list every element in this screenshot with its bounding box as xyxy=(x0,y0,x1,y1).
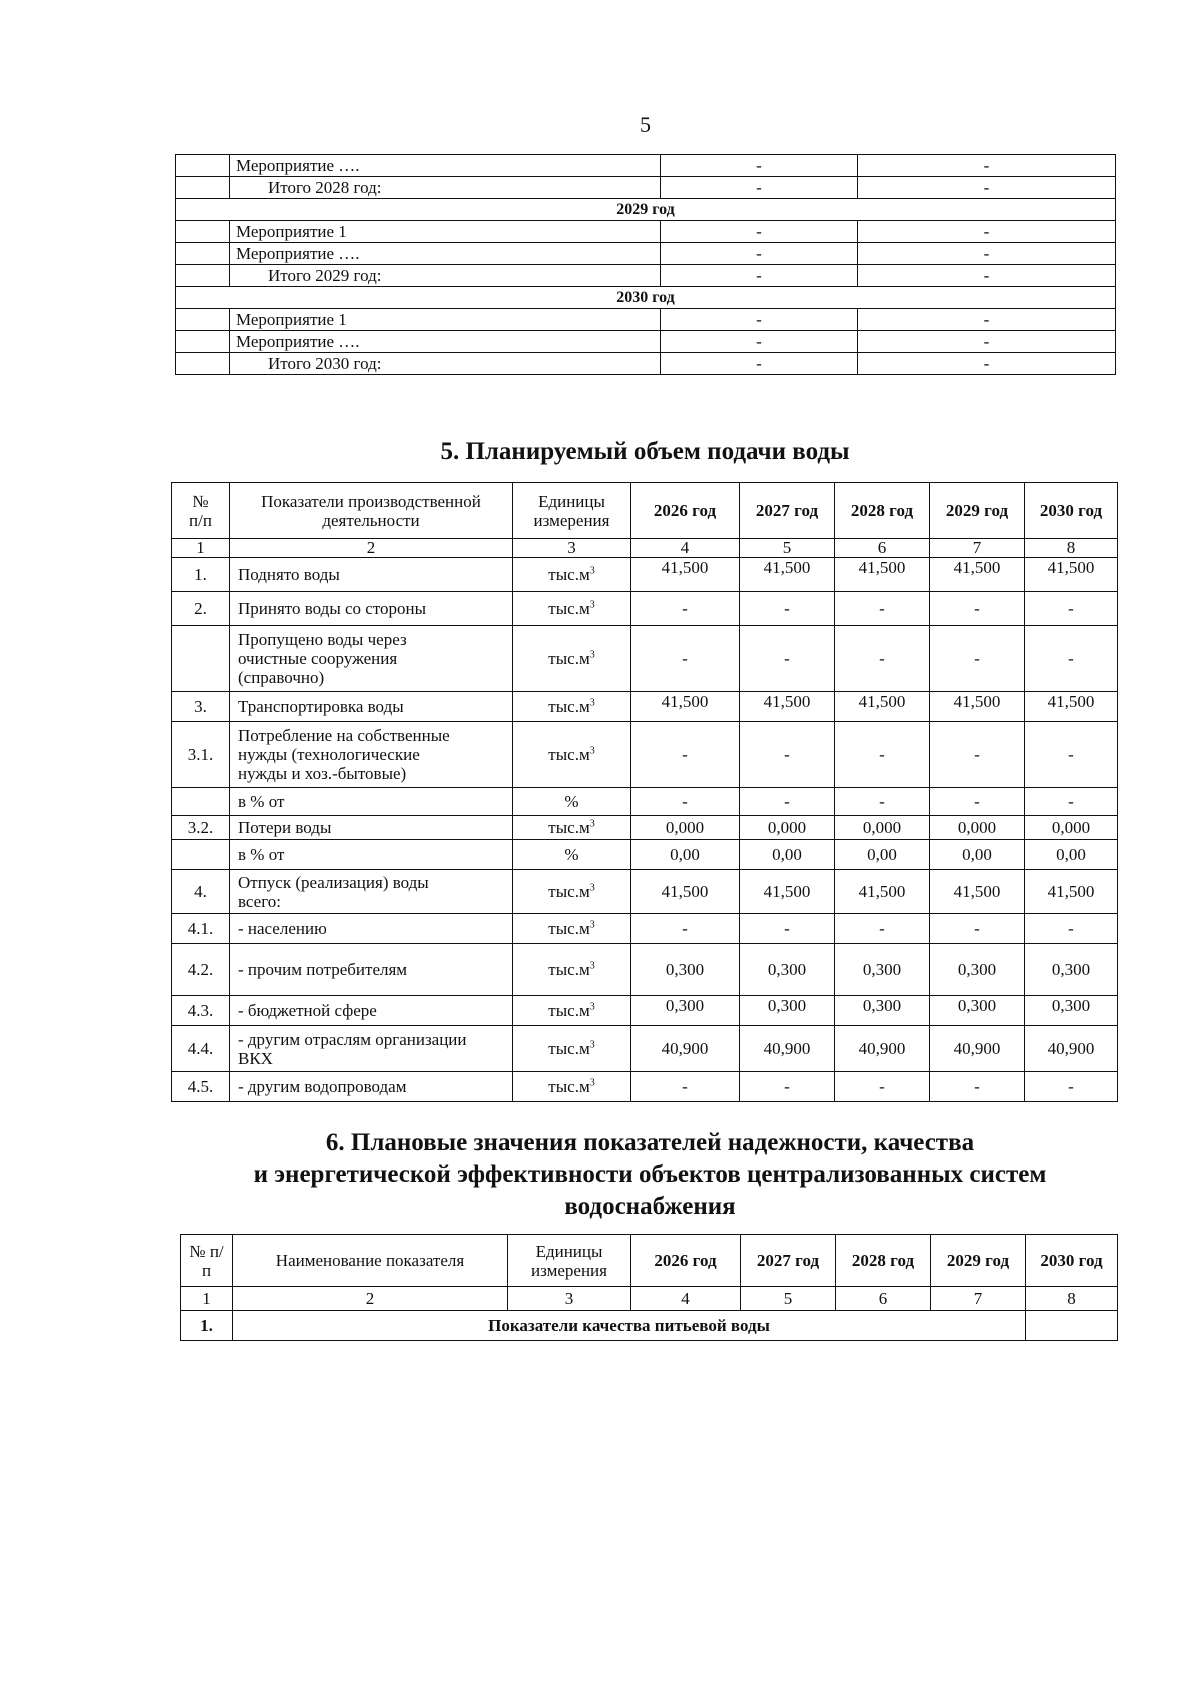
value-cell: - xyxy=(930,592,1025,626)
header-num: № п/п xyxy=(172,483,230,539)
value-cell: 0,000 xyxy=(631,816,740,840)
indicator-label-line: Поднято воды xyxy=(238,565,340,584)
event-value: - xyxy=(661,353,858,375)
table-row xyxy=(172,722,1118,788)
unit-text: тыс.м xyxy=(548,960,590,979)
total-label: Итого 2030 год: xyxy=(230,353,661,375)
row-num xyxy=(172,840,230,870)
value-cell: 41,500 xyxy=(930,558,1025,592)
value-cell: 41,500 xyxy=(631,870,740,914)
row-num: 4.3. xyxy=(172,996,230,1026)
header-year: 2028 год xyxy=(836,1235,931,1287)
event-value: - xyxy=(858,353,1116,375)
table-row xyxy=(176,353,1116,375)
value-cell: 41,500 xyxy=(740,870,835,914)
column-number: 1 xyxy=(172,539,230,558)
value-cell: - xyxy=(1025,626,1118,692)
header-units: Единицы измерения xyxy=(513,483,631,539)
table-row xyxy=(172,996,1118,1026)
value-cell: - xyxy=(835,914,930,944)
value-cell: 41,500 xyxy=(631,558,740,592)
row-num: 3.2. xyxy=(172,816,230,840)
value-cell: - xyxy=(631,788,740,816)
unit-text: тыс.м xyxy=(548,649,590,668)
indicator-label-line: всего: xyxy=(238,891,281,911)
event-value: - xyxy=(661,309,858,331)
value-cell: - xyxy=(740,914,835,944)
event-label: Мероприятие 1 xyxy=(230,221,661,243)
value-cell: - xyxy=(835,626,930,692)
value-cell: 41,500 xyxy=(740,692,835,722)
column-number: 8 xyxy=(1026,1287,1118,1311)
value-cell: 0,300 xyxy=(1025,944,1118,996)
table-row xyxy=(176,309,1116,331)
value-cell: - xyxy=(930,722,1025,788)
unit-text: тыс.м xyxy=(548,599,590,618)
value-cell: 0,000 xyxy=(740,816,835,840)
value-cell: - xyxy=(740,592,835,626)
water-supply-table xyxy=(171,482,1118,1102)
value-cell: 41,500 xyxy=(1025,558,1118,592)
table-row xyxy=(172,816,1118,840)
indicator-label xyxy=(230,840,513,870)
indicator-label-line: - другим водопроводам xyxy=(238,1077,407,1096)
row-num xyxy=(172,626,230,692)
indicator-label-line: Транспортировка воды xyxy=(238,697,404,716)
table-row xyxy=(172,592,1118,626)
unit-text: тыс.м xyxy=(548,1077,590,1096)
value-cell: 41,500 xyxy=(835,692,930,722)
unit-exponent: 3 xyxy=(589,960,595,972)
column-number: 6 xyxy=(835,539,930,558)
unit-cell xyxy=(513,944,631,996)
unit-cell xyxy=(513,626,631,692)
year-label: 2029 год xyxy=(176,199,1116,221)
value-cell: 40,900 xyxy=(631,1026,740,1072)
value-cell: - xyxy=(835,788,930,816)
row-num: 4.1. xyxy=(172,914,230,944)
unit-text: тыс.м xyxy=(548,919,590,938)
table-row xyxy=(176,243,1116,265)
unit-exponent: 3 xyxy=(589,882,595,894)
indicator-label xyxy=(230,816,513,840)
indicator-label-line: Пропущено воды через xyxy=(238,630,407,649)
unit-text: тыс.м xyxy=(548,565,590,584)
event-label: Мероприятие …. xyxy=(230,155,661,177)
header-units: Единицы измерения xyxy=(508,1235,631,1287)
indicator-label-line: нужды (технологические xyxy=(238,745,420,764)
value-cell: 0,300 xyxy=(631,944,740,996)
value-cell: 0,000 xyxy=(835,816,930,840)
value-cell: 0,000 xyxy=(1025,816,1118,840)
event-value: - xyxy=(858,221,1116,243)
section-5-title: 5. Планируемый объем подачи воды xyxy=(440,438,850,465)
value-cell: 0,00 xyxy=(930,840,1025,870)
unit-text: % xyxy=(564,792,579,811)
value-cell: 0,000 xyxy=(930,816,1025,840)
unit-exponent: 3 xyxy=(589,745,595,757)
event-value: - xyxy=(858,331,1116,353)
value-cell: 0,00 xyxy=(740,840,835,870)
value-cell: 41,500 xyxy=(930,870,1025,914)
unit-text: % xyxy=(564,845,579,864)
table-row xyxy=(176,331,1116,353)
header-indicator: Наименование показателя xyxy=(233,1235,508,1287)
unit-text: тыс.м xyxy=(548,745,590,764)
event-label: Мероприятие …. xyxy=(230,331,661,353)
indicator-label-line: - бюджетной сфере xyxy=(238,1001,377,1020)
indicator-label xyxy=(230,1072,513,1102)
header-year: 2027 год xyxy=(741,1235,836,1287)
indicator-label-line: - населению xyxy=(238,919,327,938)
unit-exponent: 3 xyxy=(589,565,595,577)
unit-cell xyxy=(513,1072,631,1102)
indicator-label xyxy=(230,592,513,626)
column-number: 5 xyxy=(740,539,835,558)
column-number-row xyxy=(181,1287,1118,1311)
event-value: - xyxy=(661,331,858,353)
unit-exponent: 3 xyxy=(589,697,595,709)
value-cell: 41,500 xyxy=(835,558,930,592)
row-num: 4. xyxy=(172,870,230,914)
indicator-label-line: нужды и хоз.-бытовые) xyxy=(238,764,407,783)
value-cell: 0,300 xyxy=(631,996,740,1026)
value-cell: - xyxy=(631,914,740,944)
value-cell: - xyxy=(1025,1072,1118,1102)
value-cell: 40,900 xyxy=(1025,1026,1118,1072)
value-cell: - xyxy=(835,1072,930,1102)
column-number-row xyxy=(172,539,1118,558)
table-header-row xyxy=(181,1235,1118,1287)
unit-exponent: 3 xyxy=(589,1001,595,1013)
indicator-label-line: в % от xyxy=(238,792,285,811)
table-row xyxy=(172,944,1118,996)
column-number: 2 xyxy=(233,1287,508,1311)
event-value: - xyxy=(858,177,1116,199)
section-6-title-line: водоснабжения xyxy=(564,1193,736,1220)
row-num: 2. xyxy=(172,592,230,626)
column-number: 8 xyxy=(1025,539,1118,558)
value-cell: - xyxy=(835,592,930,626)
header-year: 2030 год xyxy=(1025,483,1118,539)
value-cell: - xyxy=(1025,914,1118,944)
table-row xyxy=(176,265,1116,287)
indicator-label-line: - другим отраслям организации xyxy=(238,1029,467,1049)
group-row xyxy=(181,1311,1118,1341)
year-row xyxy=(176,199,1116,221)
group-row-label: Показатели качества питьевой воды xyxy=(233,1311,1026,1341)
value-cell: - xyxy=(1025,722,1118,788)
value-cell: - xyxy=(740,1072,835,1102)
unit-text: тыс.м xyxy=(548,1039,590,1058)
row-num: 1. xyxy=(172,558,230,592)
value-cell: - xyxy=(930,914,1025,944)
row-num: 3.1. xyxy=(172,722,230,788)
column-number: 3 xyxy=(508,1287,631,1311)
unit-exponent: 3 xyxy=(589,649,595,661)
unit-text: тыс.м xyxy=(548,1001,590,1020)
header-indicator: Показатели производственной деятельности xyxy=(230,483,513,539)
value-cell: 0,00 xyxy=(835,840,930,870)
table-row xyxy=(176,155,1116,177)
table-row xyxy=(172,788,1118,816)
value-cell: - xyxy=(631,592,740,626)
unit-exponent: 3 xyxy=(589,818,595,830)
table-row xyxy=(172,1026,1118,1072)
table-header-row xyxy=(172,483,1118,539)
indicator-label-line: - прочим потребителям xyxy=(238,960,408,979)
events-table xyxy=(175,154,1116,375)
header-year: 2026 год xyxy=(631,483,740,539)
unit-text: тыс.м xyxy=(548,697,590,716)
header-year: 2028 год xyxy=(835,483,930,539)
section-6-title xyxy=(160,1127,1140,1223)
unit-cell xyxy=(513,592,631,626)
unit-cell xyxy=(513,840,631,870)
indicator-label-line: Принято воды со стороны xyxy=(238,599,427,618)
value-cell: 0,300 xyxy=(930,944,1025,996)
year-row xyxy=(176,287,1116,309)
unit-text: тыс.м xyxy=(548,882,590,901)
unit-cell xyxy=(513,816,631,840)
value-cell: 41,500 xyxy=(930,692,1025,722)
total-label: Итого 2029 год: xyxy=(230,265,661,287)
indicator-label xyxy=(230,722,513,788)
event-value: - xyxy=(661,265,858,287)
value-cell: 0,300 xyxy=(930,996,1025,1026)
row-num: 4.4. xyxy=(172,1026,230,1072)
column-number: 3 xyxy=(513,539,631,558)
value-cell: - xyxy=(740,722,835,788)
value-cell: - xyxy=(631,626,740,692)
event-value: - xyxy=(858,243,1116,265)
indicator-label xyxy=(230,558,513,592)
column-number: 2 xyxy=(230,539,513,558)
header-year: 2030 год xyxy=(1026,1235,1118,1287)
value-cell: - xyxy=(930,788,1025,816)
unit-cell xyxy=(513,788,631,816)
unit-exponent: 3 xyxy=(589,1039,595,1051)
value-cell: 41,500 xyxy=(631,692,740,722)
table-row xyxy=(172,692,1118,722)
value-cell: 0,300 xyxy=(835,944,930,996)
row-num xyxy=(176,265,230,287)
value-cell: 0,300 xyxy=(835,996,930,1026)
header-year: 2029 год xyxy=(931,1235,1026,1287)
column-number: 7 xyxy=(930,539,1025,558)
table-row xyxy=(172,558,1118,592)
row-num xyxy=(176,243,230,265)
header-year: 2029 год xyxy=(930,483,1025,539)
unit-cell xyxy=(513,1026,631,1072)
table-row xyxy=(172,840,1118,870)
unit-cell xyxy=(513,870,631,914)
table-row xyxy=(176,221,1116,243)
event-value: - xyxy=(661,221,858,243)
value-cell: - xyxy=(631,1072,740,1102)
indicator-label-line: Потребление на собственные xyxy=(238,726,450,745)
column-number: 7 xyxy=(931,1287,1026,1311)
table-row xyxy=(172,914,1118,944)
event-value: - xyxy=(858,309,1116,331)
section-6-title-line: 6. Плановые значения показателей надежности, качества xyxy=(325,1129,975,1156)
indicator-label xyxy=(230,870,513,914)
indicator-label-line: очистные сооружения xyxy=(238,649,398,668)
group-row-empty xyxy=(1026,1311,1118,1341)
event-value: - xyxy=(858,265,1116,287)
row-num xyxy=(172,788,230,816)
indicator-label xyxy=(230,944,513,996)
value-cell: - xyxy=(930,626,1025,692)
indicator-label xyxy=(230,692,513,722)
value-cell: 40,900 xyxy=(930,1026,1025,1072)
value-cell: - xyxy=(740,626,835,692)
indicator-label-line: Потери воды xyxy=(238,818,332,837)
table-row xyxy=(172,1072,1118,1102)
row-num xyxy=(176,155,230,177)
value-cell: - xyxy=(1025,592,1118,626)
unit-cell xyxy=(513,996,631,1026)
reliability-table xyxy=(180,1234,1118,1341)
value-cell: - xyxy=(1025,788,1118,816)
value-cell: 41,500 xyxy=(1025,870,1118,914)
value-cell: 0,00 xyxy=(631,840,740,870)
group-row-num: 1. xyxy=(181,1311,233,1341)
indicator-label xyxy=(230,788,513,816)
page-number: 5 xyxy=(640,112,651,137)
indicator-label xyxy=(230,996,513,1026)
value-cell: 0,300 xyxy=(740,996,835,1026)
indicator-label-line: ВКХ xyxy=(238,1048,273,1068)
table-row xyxy=(172,870,1118,914)
value-cell: - xyxy=(631,722,740,788)
year-label: 2030 год xyxy=(176,287,1116,309)
column-number: 4 xyxy=(631,539,740,558)
value-cell: - xyxy=(930,1072,1025,1102)
table-row xyxy=(172,626,1118,692)
event-label: Мероприятие 1 xyxy=(230,309,661,331)
unit-exponent: 3 xyxy=(589,599,595,611)
column-number: 6 xyxy=(836,1287,931,1311)
column-number: 4 xyxy=(631,1287,741,1311)
unit-text: тыс.м xyxy=(548,818,590,837)
value-cell: 41,500 xyxy=(1025,692,1118,722)
indicator-label-line: Отпуск (реализация) воды xyxy=(238,872,429,892)
row-num xyxy=(176,353,230,375)
event-value: - xyxy=(661,155,858,177)
indicator-label xyxy=(230,914,513,944)
value-cell: 0,00 xyxy=(1025,840,1118,870)
header-year: 2026 год xyxy=(631,1235,741,1287)
row-num: 4.5. xyxy=(172,1072,230,1102)
unit-exponent: 3 xyxy=(589,919,595,931)
event-label: Мероприятие …. xyxy=(230,243,661,265)
event-value: - xyxy=(661,243,858,265)
header-num: № п/п xyxy=(181,1235,233,1287)
row-num xyxy=(176,309,230,331)
value-cell: 0,300 xyxy=(740,944,835,996)
row-num xyxy=(176,221,230,243)
value-cell: - xyxy=(740,788,835,816)
total-label: Итого 2028 год: xyxy=(230,177,661,199)
unit-cell xyxy=(513,722,631,788)
value-cell: - xyxy=(835,722,930,788)
table-row xyxy=(176,177,1116,199)
section-6-title-line: и энергетической эффективности объектов централизованных систем xyxy=(253,1161,1047,1188)
unit-cell xyxy=(513,914,631,944)
value-cell: 0,300 xyxy=(1025,996,1118,1026)
header-year: 2027 год xyxy=(740,483,835,539)
unit-cell xyxy=(513,558,631,592)
value-cell: 41,500 xyxy=(740,558,835,592)
row-num xyxy=(176,177,230,199)
value-cell: 40,900 xyxy=(740,1026,835,1072)
row-num: 3. xyxy=(172,692,230,722)
row-num xyxy=(176,331,230,353)
column-number: 1 xyxy=(181,1287,233,1311)
row-num: 4.2. xyxy=(172,944,230,996)
unit-cell xyxy=(513,692,631,722)
column-number: 5 xyxy=(741,1287,836,1311)
value-cell: 41,500 xyxy=(835,870,930,914)
unit-exponent: 3 xyxy=(589,1077,595,1089)
value-cell: 40,900 xyxy=(835,1026,930,1072)
indicator-label xyxy=(230,626,513,692)
indicator-label xyxy=(230,1026,513,1072)
indicator-label-line: в % от xyxy=(238,845,285,864)
indicator-label-line: (справочно) xyxy=(238,668,325,687)
event-value: - xyxy=(661,177,858,199)
event-value: - xyxy=(858,155,1116,177)
